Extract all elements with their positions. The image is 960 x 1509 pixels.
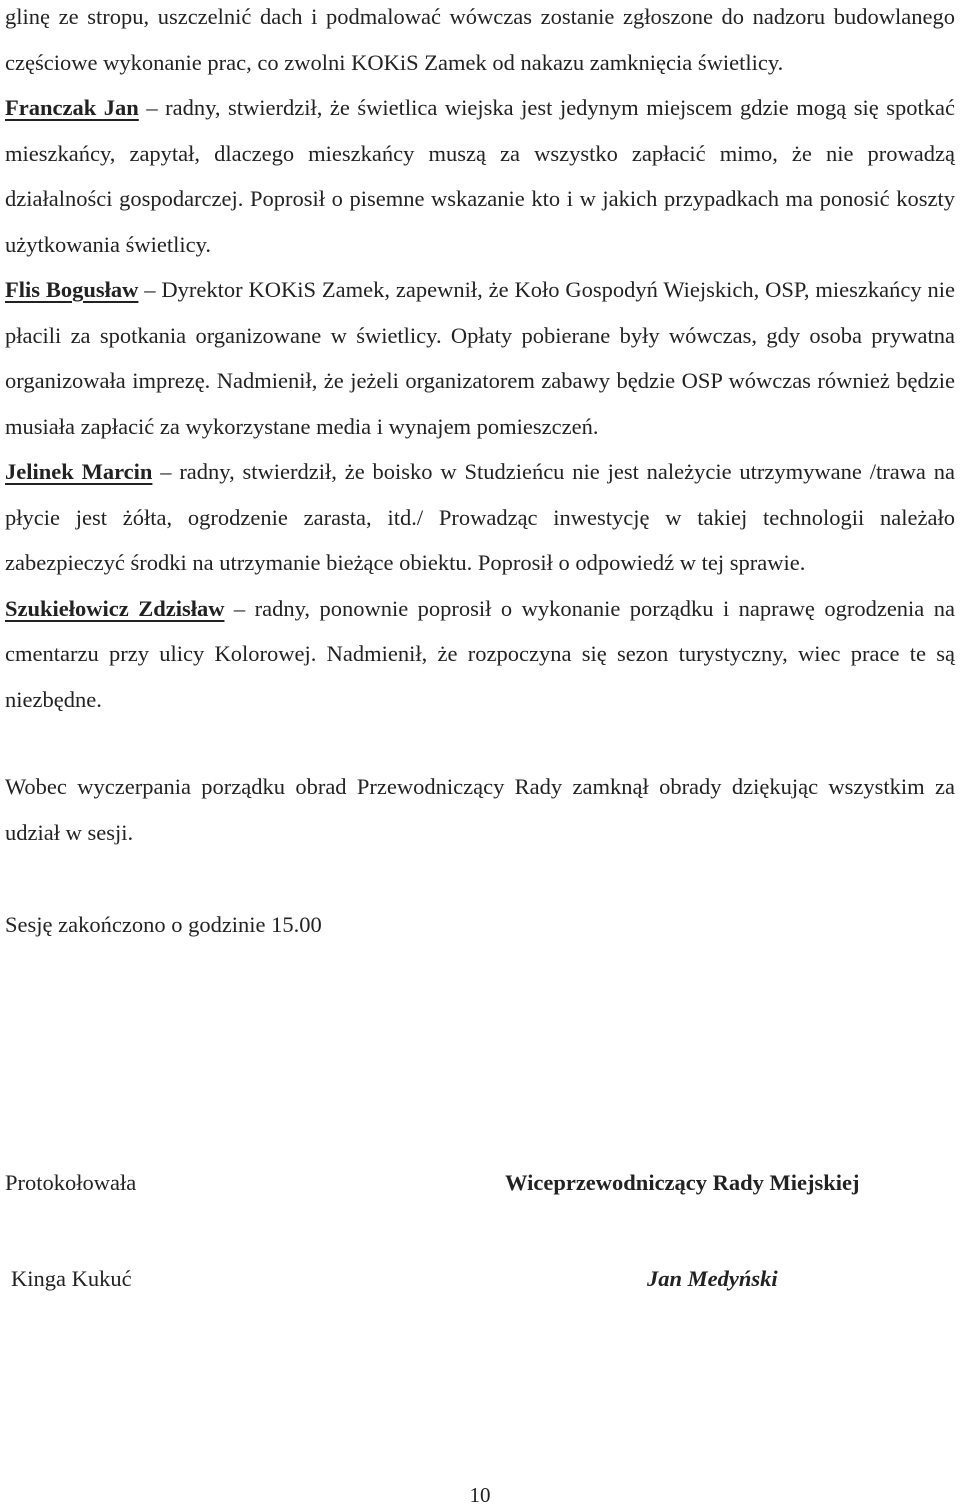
spacer [5,855,955,902]
closing-paragraph: Wobec wyczerpania porządku obrad Przewodniczący Rady zamknął obrady dziękując wszystkim za udział w sesji. [5,774,955,845]
entry-paragraph [5,586,955,723]
speaker-name: Franczak Jan [5,95,139,120]
chair-role: Wiceprzewodniczący Rady Miejskiej [505,1170,860,1195]
session-end-line: Sesję zakończono o godzinie 15.00 [5,912,322,937]
recorder-role: Protokołowała [5,1170,137,1195]
speaker-name: Flis Bogusław [5,277,139,302]
entry-text: – Dyrektor KOKiS Zamek, zapewnił, że Koło Gospodyń Wiejskich, OSP, mieszkańcy nie płacili za spotkania organizowane w świetlicy. Opłaty pobierane były wówczas, gdy osoba prywatna organizowała imprezę. Nadmienił, że jeżeli organizatorem zabawy będzie OSP wówczas również będzie musiała zapłacić za wykorzystane media i wynajem pomieszczeń. [5,277,956,439]
entry-text: – radny, stwierdził, że świetlica wiejska jest jedynym miejscem gdzie mogą się spotkać mieszkańcy, zapytał, dlaczego mieszkańcy muszą za wszystko zapłacić mimo, że nie prowadzą działalności gospodarczej. Poprosił o pisemne wskazanie kto i w jakich przypadkach ma ponosić koszty użytkowania świetlicy. [5,95,955,257]
spacer [5,722,955,764]
intro-paragraph: glinę ze stropu, uszczelnić dach i podmalować wówczas zostanie zgłoszone do nadzoru budowlanego częściowe wykonanie prac, co zwolni KOKiS Zamek od nakazu zamknięcia świetlicy. [5,4,955,75]
signature-block [5,1170,955,1310]
entry-text: – radny, ponownie poprosił o wykonanie porządku i naprawę ogrodzenia na cmentarzu przy ulicy Kolorowej. Nadmienił, że rozpoczyna się sezon turystyczny, wiec prace te są niezbędne. [5,595,955,712]
entry-paragraph [5,85,955,267]
chair-name: Jan Medyński [647,1266,778,1291]
document-page [5,0,955,948]
speaker-name: Szukiełowicz Zdzisław [5,595,225,621]
entry-text: – radny, stwierdził, że boisko w Studzieńcu nie jest należycie utrzymywane /trawa na płycie jest żółta, ogrodzenie zarasta, itd./ Prowadząc inwestycję w takiej technologii należało zabezpieczyć środki na utrzymanie bieżące obiektu. Poprosił o odpowiedź w tej sprawie. [5,459,955,575]
speaker-name: Jelinek Marcin [5,459,153,484]
entry-paragraph [5,449,955,586]
entry-paragraph [5,267,955,449]
recorder-name: Kinga Kukuć [11,1266,132,1291]
page-number: 10 [469,1483,491,1507]
